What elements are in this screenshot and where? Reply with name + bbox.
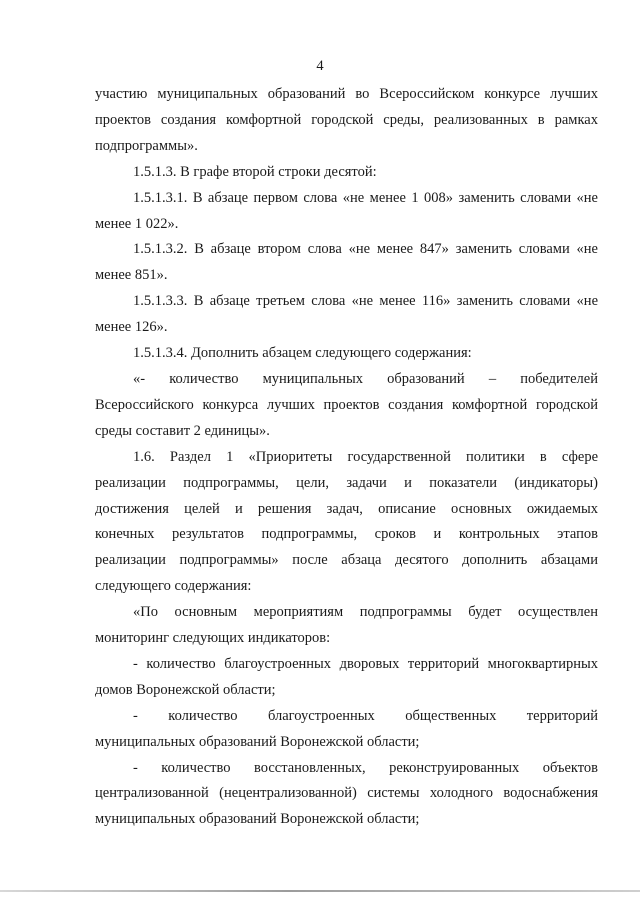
text-line: менее 126».: [95, 319, 168, 336]
scan-edge-line: [0, 890, 640, 892]
text-line: 1.5.1.3. В графе второй строки десятой:: [133, 163, 377, 180]
text-line: муниципальных образований Воронежской области;: [95, 811, 420, 828]
text-line: домов Воронежской области;: [95, 681, 276, 698]
text-line: подпрограммы».: [95, 137, 198, 154]
page-number: 4: [316, 58, 324, 74]
text-line: муниципальных образований Воронежской области;: [95, 733, 420, 750]
text-line: «- количество муниципальных образований – победителей: [133, 370, 598, 387]
text-line: мониторинг следующих индикаторов:: [95, 630, 331, 647]
text-line: централизованной (нецентрализованной) системы холодного водоснабжения: [95, 785, 598, 802]
text-line: реализации подпрограммы, цели, задачи и показатели (индикаторы): [95, 474, 598, 491]
text-line: среды составит 2 единицы».: [95, 422, 270, 439]
text-line: реализации подпрограммы» после абзаца десятого дополнить абзацами: [95, 552, 598, 569]
text-line: проектов создания комфортной городской среды, реализованных в рамках: [95, 111, 598, 128]
text-line: 1.5.1.3.3. В абзаце третьем слова «не менее 116» заменить словами «не: [133, 293, 598, 310]
text-line: 1.6. Раздел 1 «Приоритеты государственной политики в сфере: [133, 448, 598, 465]
text-line: менее 1 022».: [95, 215, 179, 232]
text-line: 1.5.1.3.1. В абзаце первом слова «не менее 1 008» заменить словами «не: [133, 189, 598, 206]
document-body: [95, 82, 598, 833]
text-line: следующего содержания:: [95, 578, 252, 595]
text-line: участию муниципальных образований во Всероссийском конкурсе лучших: [95, 86, 598, 102]
text-line: - количество восстановленных, реконструированных объектов: [133, 759, 598, 776]
text-line: Всероссийского конкурса лучших проектов создания комфортной городской: [95, 396, 598, 413]
text-line: достижения целей и решения задач, описание основных ожидаемых: [95, 500, 598, 517]
text-line: - количество благоустроенных дворовых территорий многоквартирных: [133, 655, 598, 672]
text-line: «По основным мероприятиям подпрограммы будет осуществлен: [133, 604, 598, 621]
text-line: конечных результатов подпрограммы, сроков и контрольных этапов: [95, 526, 598, 543]
text-line: 1.5.1.3.2. В абзаце втором слова «не менее 847» заменить словами «не: [133, 241, 598, 258]
text-line: менее 851».: [95, 267, 168, 284]
text-line: - количество благоустроенных общественных территорий: [133, 707, 598, 724]
text-line: 1.5.1.3.4. Дополнить абзацем следующего содержания:: [133, 345, 472, 362]
